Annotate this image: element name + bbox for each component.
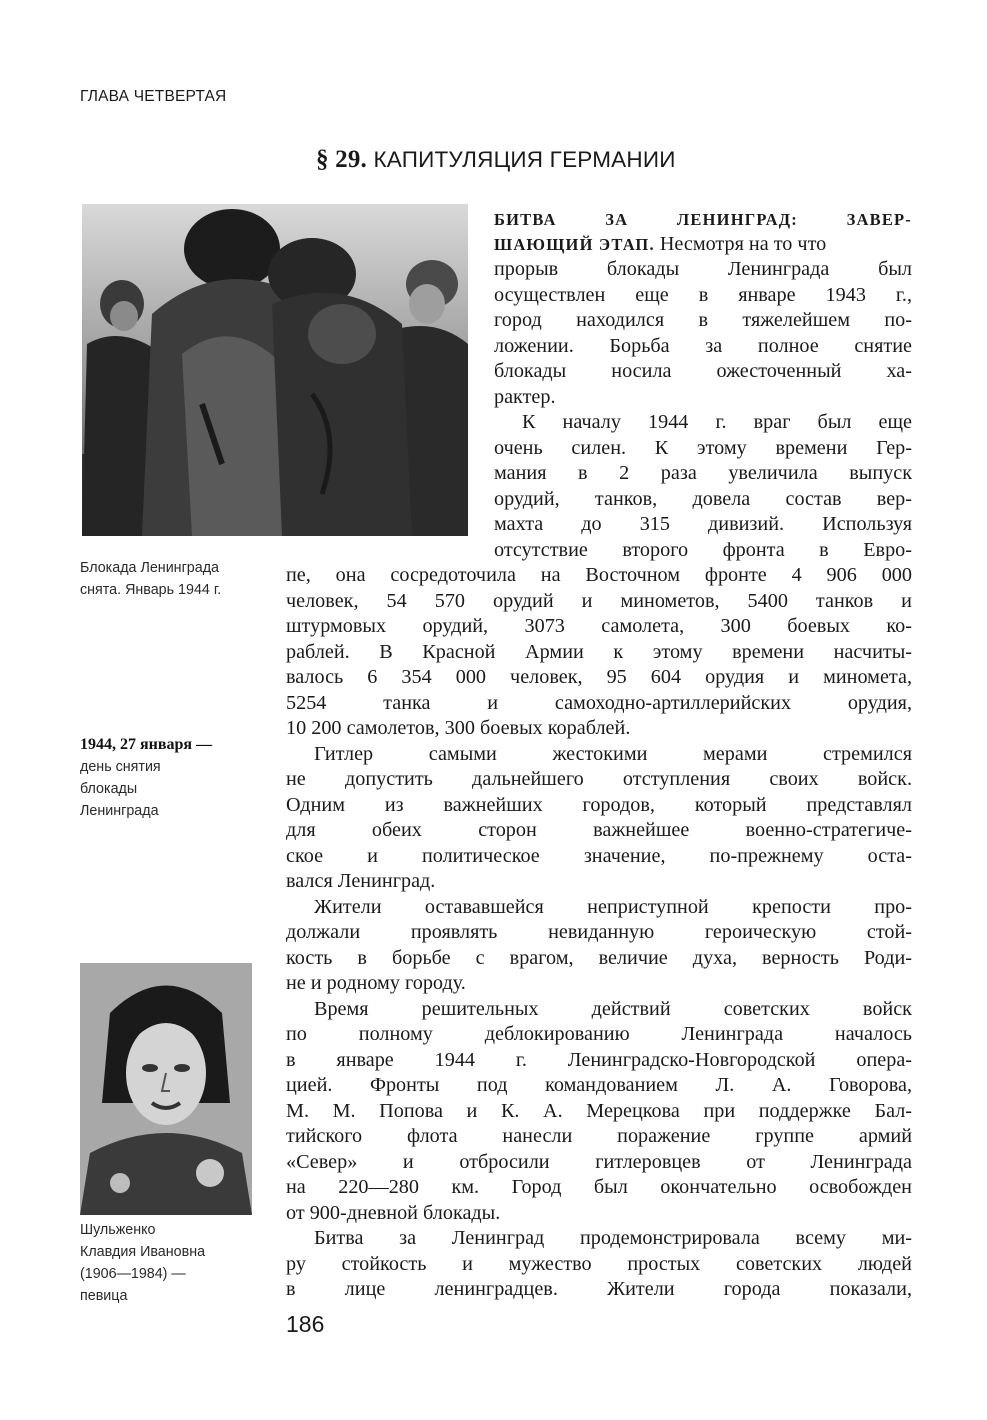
- body-line: прорыв блокады Ленинграда был: [494, 258, 912, 280]
- subhead-continued: ШАЮЩИЙ ЭТАП.: [494, 235, 655, 254]
- caption-photo1: [80, 557, 260, 601]
- body-line: [494, 231, 912, 258]
- body-line: раблей. В Красной Армии к этому времени насчиты-: [286, 640, 912, 663]
- body-line: М. М. Попова и К. А. Мерецкова при поддержке Бал-: [286, 1099, 912, 1122]
- caption-line: Клавдия Ивановна: [80, 1244, 206, 1260]
- body-line: тийского флота нанесли поражение группе армий: [286, 1125, 912, 1147]
- caption-line: Блокада Ленинграда: [80, 560, 219, 576]
- body-line: «Север» и отбросили гитлеровцев от Ленинграда: [286, 1150, 912, 1173]
- body-line: штурмовых орудий, 3073 самолета, 300 боевых ко-: [286, 615, 912, 637]
- body-line: вался Ленинград.: [286, 870, 436, 892]
- body-line: махта до 315 дивизий. Используя: [494, 513, 912, 535]
- body-line: Жители остававшейся неприступной крепости про-: [314, 895, 912, 918]
- caption-line: певица: [80, 1288, 128, 1304]
- caption-line: (1906—1984) —: [80, 1266, 186, 1282]
- caption-line: Шульженко: [80, 1222, 156, 1238]
- body-line: цией. Фронты под командованием Л. А. Говорова,: [286, 1074, 912, 1096]
- body-line: 5254 танка и самоходно-артиллерийских орудия,: [286, 691, 912, 714]
- body-line: на 220—280 км. Город был окончательно освобожден: [286, 1176, 912, 1198]
- page-number: 186: [286, 1311, 325, 1337]
- date-note-date: 1944, 27 января —: [80, 736, 213, 753]
- body-line: очень силен. К этому времени Гер-: [494, 436, 912, 459]
- portrait-image: [80, 963, 252, 1215]
- body-line: ру стойкость и мужество простых советских людей: [286, 1252, 912, 1275]
- body-line: осуществлен еще в январе 1943 г.,: [494, 283, 912, 306]
- body-line: кость в борьбе с врагом, величие духа, верность Роди-: [286, 946, 912, 969]
- photo-shulzhenko-portrait: [80, 963, 252, 1215]
- body-line: не и родному городу.: [286, 972, 466, 994]
- section-title: [316, 146, 676, 174]
- body-line: валось 6 354 000 человек, 95 604 орудия и миномета,: [286, 666, 912, 688]
- body-line: должали проявлять невиданную героическую стой-: [286, 921, 912, 943]
- photo-blockade-lifted-image: [82, 204, 468, 536]
- body-line: по полному деблокированию Ленинграда началось: [286, 1023, 912, 1045]
- body-line: отсутствие второго фронта в Евро-: [494, 538, 912, 561]
- body-line: мания в 2 раза увеличила выпуск: [494, 462, 912, 484]
- body-line: Гитлер самыми жестокими мерами стремился: [314, 742, 912, 765]
- body-line: ское и политическое значение, по-прежнему оста-: [286, 844, 912, 867]
- body-subhead-line: [494, 206, 912, 232]
- caption-line: Ленинграда: [80, 803, 159, 819]
- body-line: К началу 1944 г. враг был еще: [522, 411, 912, 433]
- section-title-text: КАПИТУЛЯЦИЯ ГЕРМАНИИ: [373, 147, 676, 172]
- caption-line: снята. Январь 1944 г.: [80, 582, 222, 598]
- body-line: в лице ленинградцев. Жители города показали,: [286, 1278, 912, 1300]
- caption-photo2: [80, 1219, 260, 1307]
- body-line: Битва за Ленинград продемонстрировала всему ми-: [314, 1227, 912, 1249]
- body-text: Несмотря на то что: [654, 233, 827, 255]
- body-line: для обеих сторон важнейшее военно-стратегиче-: [286, 819, 912, 841]
- caption-line: день снятия: [80, 759, 161, 775]
- subhead: БИТВА ЗА ЛЕНИНГРАД: ЗАВЕР-: [494, 210, 912, 229]
- body-line: Время решительных действий советских войск: [314, 997, 912, 1020]
- caption-date-note: [80, 734, 260, 822]
- body-line: орудий, танков, довела состав вер-: [494, 487, 912, 510]
- body-line: город находился в тяжелейшем по-: [494, 309, 912, 331]
- caption-line: блокады: [80, 781, 138, 797]
- body-line: не допустить дальнейшего отступления своих войск.: [286, 768, 912, 790]
- body-line: рактер.: [494, 385, 556, 408]
- body-line: ложении. Борьба за полное снятие: [494, 334, 912, 357]
- section-number: § 29.: [316, 146, 367, 173]
- body-line: Одним из важнейших городов, который представлял: [286, 793, 912, 816]
- chapter-header: ГЛАВА ЧЕТВЕРТАЯ: [80, 88, 227, 105]
- body-line: пе, она сосредоточила на Восточном фронте 4 906 000: [286, 564, 912, 586]
- photo-blockade-lifted: [82, 204, 468, 536]
- body-line: блокады носила ожесточенный ха-: [494, 360, 912, 382]
- body-line: от 900-дневной блокады.: [286, 1201, 501, 1224]
- body-line: в январе 1944 г. Ленинградско-Новгородской опера-: [286, 1048, 912, 1071]
- body-line: человек, 54 570 орудий и минометов, 5400 танков и: [286, 589, 912, 612]
- body-line: 10 200 самолетов, 300 боевых кораблей.: [286, 717, 631, 739]
